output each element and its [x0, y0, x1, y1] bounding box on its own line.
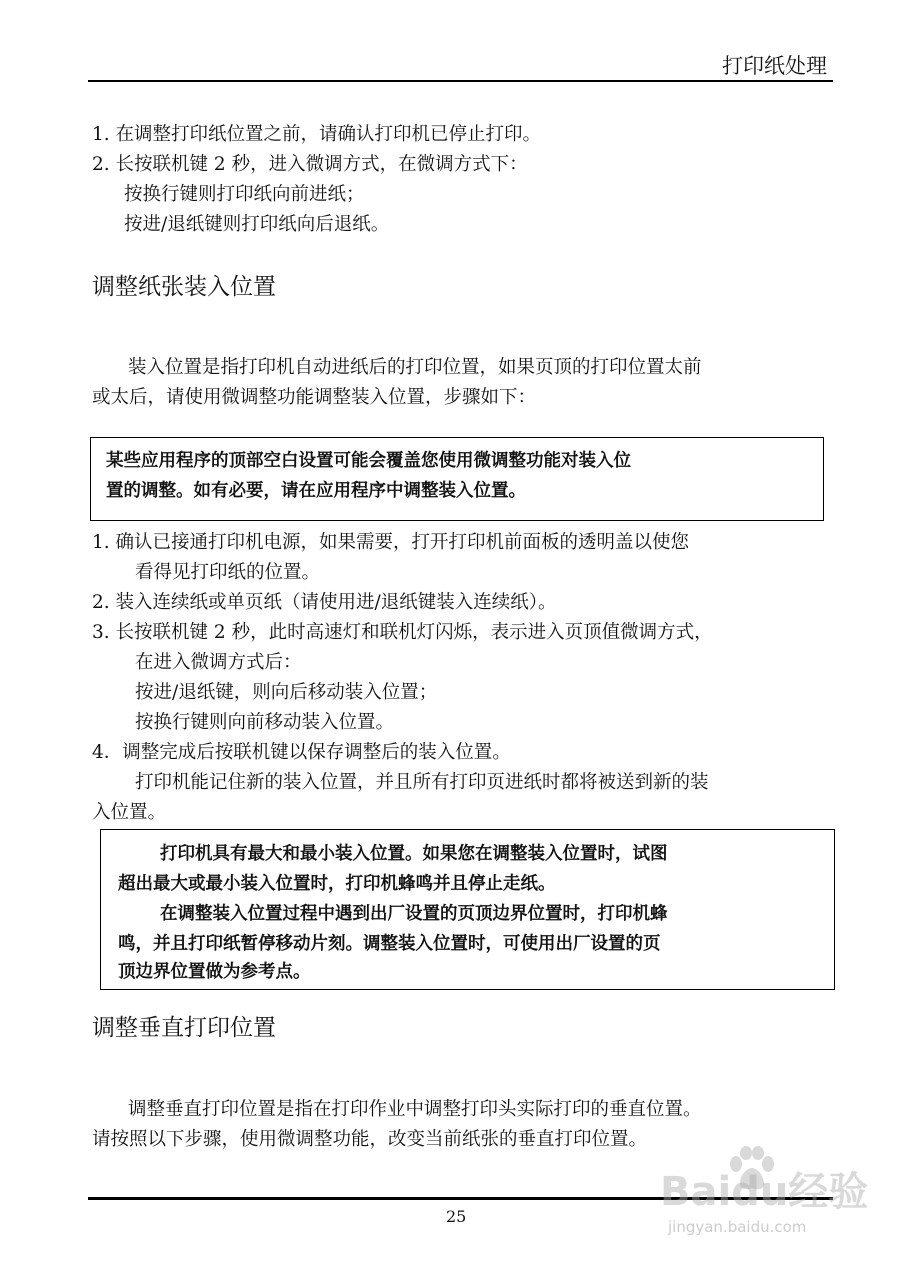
watermark-brand: Baidu经验 [660, 1169, 869, 1215]
intro-step-2a: 按换行键则打印纸向前进纸； [124, 184, 365, 205]
intro-step-2b: 按进/退纸键则打印纸向后退纸。 [124, 214, 390, 235]
header-rule [88, 80, 833, 82]
section2-paragraph-line: 调整垂直打印位置是指在打印作业中调整打印头实际打印的垂直位置。 [128, 1099, 702, 1120]
note1-line: 某些应用程序的顶部空白设置可能会覆盖您使用微调整功能对装入位 [106, 451, 631, 471]
section2-paragraph-line: 请按照以下步骤，使用微调整功能，改变当前纸张的垂直打印位置。 [92, 1129, 648, 1150]
note2-line: 顶边界位置做为参考点。 [118, 962, 311, 982]
step-line: 按进/退纸键，则向后移动装入位置； [135, 682, 438, 703]
step-line: 3. 长按联机键 2 秒，此时高速灯和联机灯闪烁，表示进入页顶值微调方式， [92, 622, 713, 643]
note1-line: 置的调整。如有必要，请在应用程序中调整装入位置。 [106, 481, 526, 501]
watermark-url: jingyan.baidu.com [668, 1218, 807, 1236]
step-line: 2. 装入连续纸或单页纸（请使用进/退纸键装入连续纸）。 [92, 592, 557, 613]
section-heading-vertical-position: 调整垂直打印位置 [92, 1015, 276, 1041]
note2-line: 超出最大或最小装入位置时，打印机蜂鸣并且停止走纸。 [118, 874, 556, 894]
step-line: 打印机能记住新的装入位置，并且所有打印页进纸时都将被送到新的装 [135, 772, 709, 793]
step-line: 入位置。 [92, 802, 167, 823]
intro-step-2: 2. 长按联机键 2 秒，进入微调方式，在微调方式下： [92, 154, 528, 175]
note2-line: 鸣，并且打印纸暂停移动片刻。调整装入位置时，可使用出厂设置的页 [118, 934, 661, 954]
note2-line: 在调整装入位置过程中遇到出厂设置的页顶边界位置时，打印机蜂 [160, 904, 668, 924]
step-line: 1. 确认已接通打印机电源，如果需要，打开打印机前面板的透明盖以使您 [92, 532, 690, 553]
step-line: 在进入微调方式后： [135, 652, 302, 673]
intro-step-1: 1. 在调整打印纸位置之前，请确认打印机已停止打印。 [92, 124, 542, 145]
step-line: 4．调整完成后按联机键以保存调整后的装入位置。 [92, 742, 511, 763]
step-line: 按换行键则向前移动装入位置。 [135, 712, 395, 733]
page-number: 25 [446, 1207, 467, 1226]
step-line: 看得见打印纸的位置。 [135, 562, 321, 583]
section-heading-load-position: 调整纸张装入位置 [92, 274, 276, 300]
section1-paragraph-line: 或太后，请使用微调整功能调整装入位置，步骤如下： [92, 387, 537, 408]
running-header: 打印纸处理 [722, 54, 827, 78]
section1-paragraph-line: 装入位置是指打印机自动进纸后的打印位置，如果页顶的打印位置太前 [128, 357, 702, 378]
note2-line: 打印机具有最大和最小装入位置。如果您在调整装入位置时，试图 [160, 844, 668, 864]
